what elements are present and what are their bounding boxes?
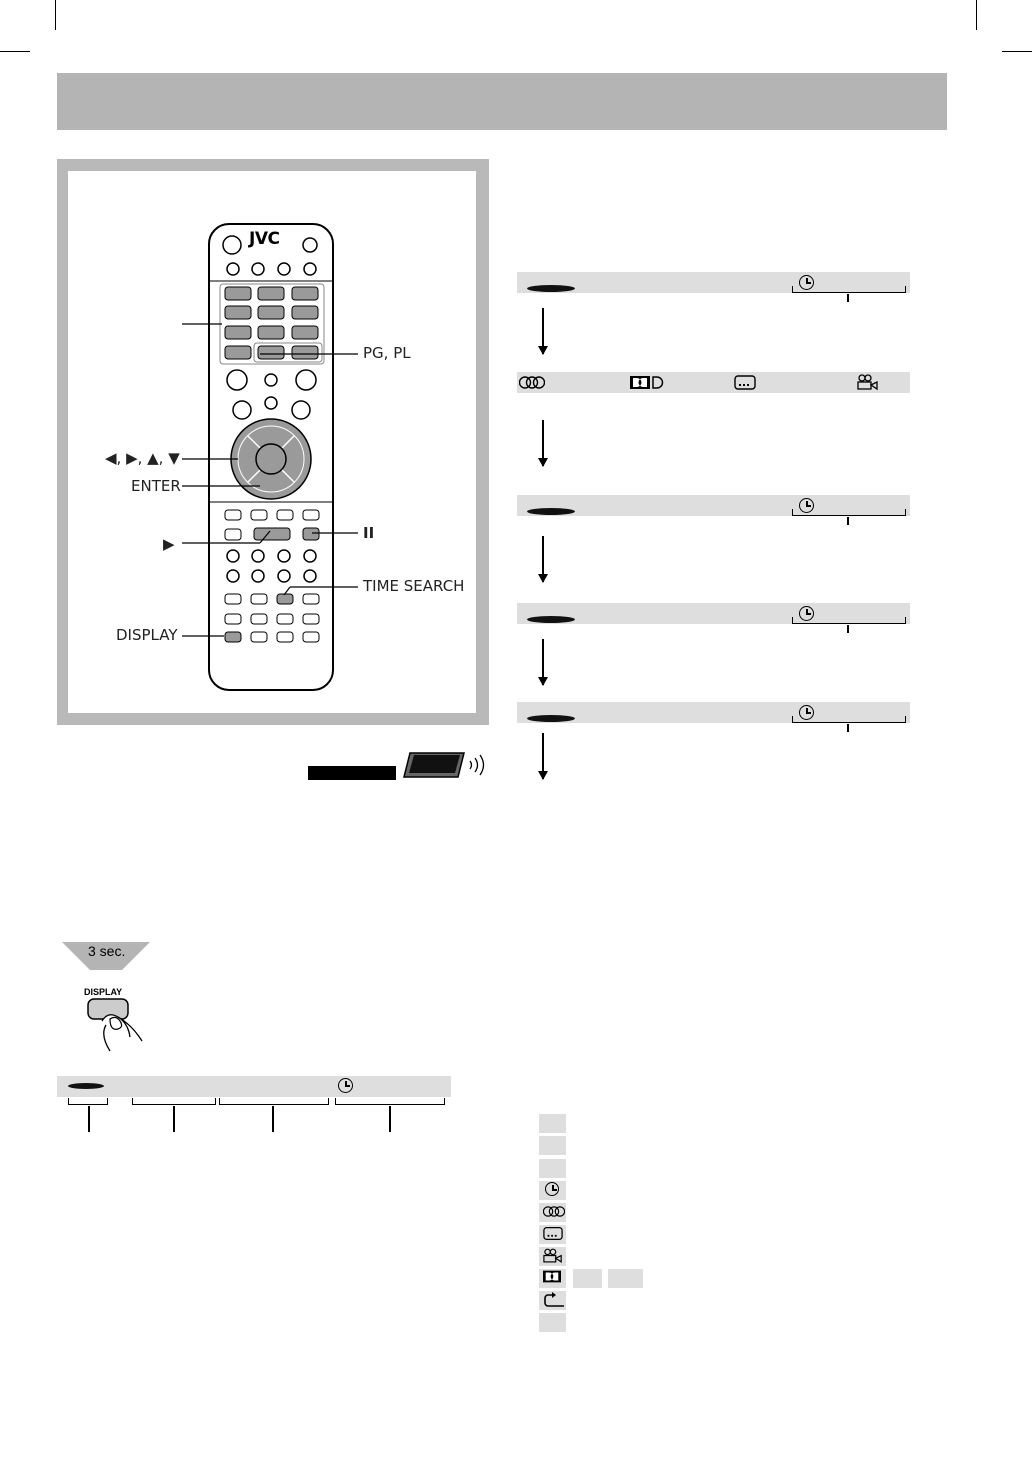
label-time-search: TIME SEARCH [363, 577, 465, 595]
repeat-icon [543, 1292, 565, 1308]
legend-swatch [573, 1269, 602, 1288]
time-tick [847, 724, 849, 732]
crop-mark [1002, 51, 1032, 52]
remote-brand-logo: JVC [249, 229, 280, 249]
audio-icon [519, 375, 545, 390]
audio-icon [543, 1204, 565, 1219]
legend-repeat [539, 1291, 566, 1310]
sequence-arrow [542, 308, 544, 354]
crop-mark [0, 51, 30, 52]
time-bracket [792, 286, 906, 293]
sequence-arrow [542, 420, 544, 466]
label-display: DISPLAY [116, 626, 178, 644]
legend-clock [539, 1181, 566, 1200]
legend-swatch [539, 1114, 566, 1133]
callout-bracket [335, 1098, 445, 1105]
label-cursor: ◀, ▶, ▲, ▼ [105, 449, 180, 467]
time-tick [847, 294, 849, 302]
sequence-arrow [542, 639, 544, 685]
legend-dolby [539, 1269, 566, 1288]
dolby-icon [543, 1270, 561, 1283]
subtitle-icon [734, 375, 756, 390]
legend-swatch [608, 1269, 643, 1288]
legend-audio [539, 1203, 566, 1222]
legend-angle [539, 1247, 566, 1266]
callout-bracket [219, 1098, 329, 1105]
dolby-icon [630, 376, 664, 389]
callout-bracket [132, 1098, 216, 1105]
legend-swatch [539, 1159, 566, 1178]
label-pause: II [363, 524, 375, 542]
callout-tick [272, 1106, 274, 1132]
callout-tick [173, 1106, 175, 1132]
crop-mark [976, 0, 977, 30]
disc-icon [527, 616, 575, 623]
label-enter: ENTER [131, 477, 181, 495]
callout-bracket [68, 1098, 108, 1105]
disc-icon [527, 508, 575, 515]
hold-time-label: 3 sec. [88, 943, 126, 959]
clock-icon [338, 1078, 353, 1093]
time-bracket [792, 509, 906, 516]
section-header-bar [57, 73, 947, 130]
legend-swatch [539, 1136, 566, 1155]
label-play: ▶ [163, 535, 175, 553]
finger-press-icon [86, 997, 148, 1057]
remote-only-badge [308, 766, 396, 780]
display-button-caption: DISPLAY [84, 987, 123, 997]
sequence-arrow [542, 536, 544, 582]
angle-icon [857, 374, 879, 391]
disc-icon [527, 715, 575, 722]
legend-swatch [539, 1313, 566, 1332]
settings-bar [517, 372, 910, 393]
clock-icon [545, 1182, 559, 1196]
crop-mark [55, 0, 56, 30]
disc-icon [68, 1083, 104, 1089]
status-bar [57, 1076, 451, 1097]
subtitle-icon [543, 1226, 563, 1241]
label-pg-pl: PG, PL [363, 344, 411, 362]
callout-tick [88, 1106, 90, 1132]
disc-icon [527, 285, 575, 292]
sequence-arrow [542, 733, 544, 779]
time-bracket [792, 716, 906, 723]
callout-tick [389, 1106, 391, 1132]
remote-wave-icon [400, 749, 490, 785]
legend-subtitle [539, 1225, 566, 1244]
time-tick [847, 625, 849, 633]
time-bracket [792, 617, 906, 624]
angle-icon [543, 1248, 563, 1264]
time-tick [847, 517, 849, 525]
